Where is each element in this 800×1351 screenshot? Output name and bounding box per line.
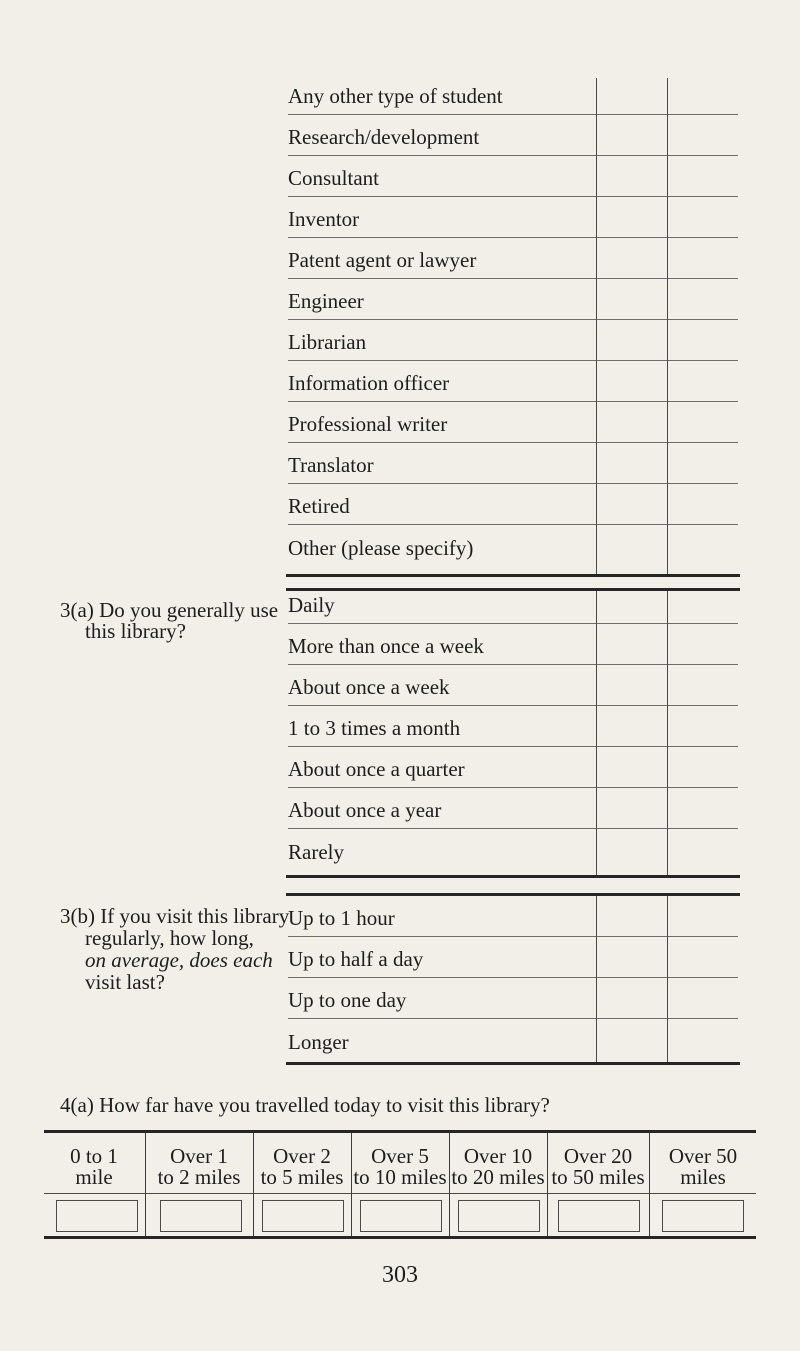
question-3a bbox=[60, 600, 278, 642]
column-divider bbox=[351, 1133, 352, 1236]
answer-column-divider bbox=[667, 78, 668, 574]
distance-column-0-to-1 bbox=[44, 1140, 144, 1204]
table-bottom-rule bbox=[44, 1236, 756, 1239]
distance-label: Over 2 bbox=[273, 1144, 331, 1168]
column-divider bbox=[253, 1133, 254, 1236]
occupation-row-other[interactable] bbox=[288, 525, 738, 566]
occupation-row-consultant[interactable] bbox=[288, 156, 738, 197]
answer-box-2-to-5[interactable] bbox=[262, 1200, 344, 1232]
question-number: 4(a) bbox=[60, 1093, 94, 1117]
option-label: About once a week bbox=[288, 675, 450, 699]
occupation-header-label: Any other type of student bbox=[288, 84, 503, 108]
occupation-header-row bbox=[288, 74, 738, 115]
distance-label: to 50 miles bbox=[551, 1165, 645, 1189]
duration-row-longer[interactable] bbox=[288, 1019, 738, 1060]
distance-label: to 2 miles bbox=[157, 1165, 241, 1189]
occupation-label: Research/development bbox=[288, 125, 480, 149]
option-label: Rarely bbox=[288, 840, 344, 864]
column-divider bbox=[145, 1133, 146, 1236]
occupation-label: Patent agent or lawyer bbox=[288, 248, 477, 272]
answer-column-divider bbox=[596, 896, 597, 1062]
distance-label: to 10 miles bbox=[353, 1165, 447, 1189]
option-label: 1 to 3 times a month bbox=[288, 716, 461, 740]
occupation-label: Retired bbox=[288, 494, 350, 518]
distance-label: miles bbox=[680, 1165, 726, 1189]
question-text: How far have you travelled today to visit this library? bbox=[99, 1093, 550, 1117]
occupation-label: Librarian bbox=[288, 330, 367, 354]
distance-label: Over 20 bbox=[563, 1144, 633, 1168]
occupation-row-engineer[interactable] bbox=[288, 279, 738, 320]
occupation-row-librarian[interactable] bbox=[288, 320, 738, 361]
distance-label: Over 1 bbox=[170, 1144, 228, 1168]
question-text: this library? bbox=[85, 619, 186, 643]
answer-column-divider bbox=[667, 591, 668, 875]
answer-box-5-to-10[interactable] bbox=[360, 1200, 442, 1232]
duration-row-one-day[interactable] bbox=[288, 978, 738, 1019]
option-label: About once a quarter bbox=[288, 757, 465, 781]
question-number: 3(a) bbox=[60, 598, 94, 622]
duration-row-half-day[interactable] bbox=[288, 937, 738, 978]
frequency-row-once-year[interactable] bbox=[288, 788, 738, 829]
option-label: More than once a week bbox=[288, 634, 484, 658]
answer-box-1-to-2[interactable] bbox=[160, 1200, 242, 1232]
answer-box-20-to-50[interactable] bbox=[558, 1200, 640, 1232]
option-label: Up to 1 hour bbox=[288, 906, 395, 930]
column-divider bbox=[449, 1133, 450, 1236]
frequency-row-rarely[interactable] bbox=[288, 829, 738, 870]
option-label: Up to one day bbox=[288, 988, 407, 1012]
occupation-row-research[interactable] bbox=[288, 115, 738, 156]
frequency-row-daily[interactable] bbox=[288, 574, 738, 624]
distance-column-2-to-5 bbox=[254, 1140, 350, 1204]
column-divider bbox=[547, 1133, 548, 1236]
page-number: 303 bbox=[382, 1262, 418, 1288]
section-divider bbox=[286, 875, 740, 878]
question-3b bbox=[60, 905, 289, 993]
distance-column-10-to-20 bbox=[450, 1140, 546, 1204]
occupation-label: Other (please specify) bbox=[288, 536, 474, 560]
frequency-row-more-than-once-week[interactable] bbox=[288, 624, 738, 665]
occupation-row-information-officer[interactable] bbox=[288, 361, 738, 402]
occupation-label: Professional writer bbox=[288, 412, 448, 436]
distance-label: mile bbox=[75, 1165, 113, 1189]
distance-column-5-to-10 bbox=[352, 1140, 448, 1204]
answer-box-10-to-20[interactable] bbox=[458, 1200, 540, 1232]
occupation-row-professional-writer[interactable] bbox=[288, 402, 738, 443]
distance-label: to 5 miles bbox=[260, 1165, 344, 1189]
occupation-label: Translator bbox=[288, 453, 374, 477]
answer-column-divider bbox=[667, 896, 668, 1062]
option-label: Longer bbox=[288, 1030, 349, 1054]
distance-label: 0 to 1 bbox=[70, 1144, 118, 1168]
occupation-row-patent-agent[interactable] bbox=[288, 238, 738, 279]
section-divider bbox=[286, 1062, 740, 1065]
question-text: on average, does each bbox=[85, 948, 273, 972]
option-label: Daily bbox=[288, 593, 335, 617]
occupation-label: Consultant bbox=[288, 166, 380, 190]
distance-label: Over 50 bbox=[668, 1144, 738, 1168]
distance-column-20-to-50 bbox=[548, 1140, 648, 1204]
question-text: If you visit this library bbox=[100, 904, 290, 928]
distance-label: to 20 miles bbox=[451, 1165, 545, 1189]
occupation-label: Information officer bbox=[288, 371, 450, 395]
occupation-row-translator[interactable] bbox=[288, 443, 738, 484]
frequency-row-once-week[interactable] bbox=[288, 665, 738, 706]
answer-column-divider bbox=[596, 78, 597, 574]
question-number: 3(b) bbox=[60, 904, 95, 928]
option-label: Up to half a day bbox=[288, 947, 424, 971]
occupation-label: Inventor bbox=[288, 207, 360, 231]
occupation-row-retired[interactable] bbox=[288, 484, 738, 525]
distance-label: Over 10 bbox=[463, 1144, 533, 1168]
answer-box-0-to-1[interactable] bbox=[56, 1200, 138, 1232]
question-4a bbox=[60, 1095, 550, 1116]
answer-column-divider bbox=[596, 591, 597, 875]
occupation-label: Engineer bbox=[288, 289, 364, 313]
option-label: About once a year bbox=[288, 798, 442, 822]
question-text: regularly, how long, bbox=[85, 926, 254, 950]
distance-label: Over 5 bbox=[371, 1144, 429, 1168]
frequency-row-once-quarter[interactable] bbox=[288, 747, 738, 788]
duration-row-up-to-1-hour[interactable] bbox=[288, 896, 738, 937]
distance-column-over-50 bbox=[650, 1140, 756, 1204]
question-text: Do you generally use bbox=[99, 598, 279, 622]
frequency-row-1-to-3-month[interactable] bbox=[288, 706, 738, 747]
column-divider bbox=[649, 1133, 650, 1236]
occupation-row-inventor[interactable] bbox=[288, 197, 738, 238]
question-text: visit last? bbox=[85, 970, 165, 994]
distance-column-1-to-2 bbox=[146, 1140, 252, 1204]
answer-box-over-50[interactable] bbox=[662, 1200, 744, 1232]
